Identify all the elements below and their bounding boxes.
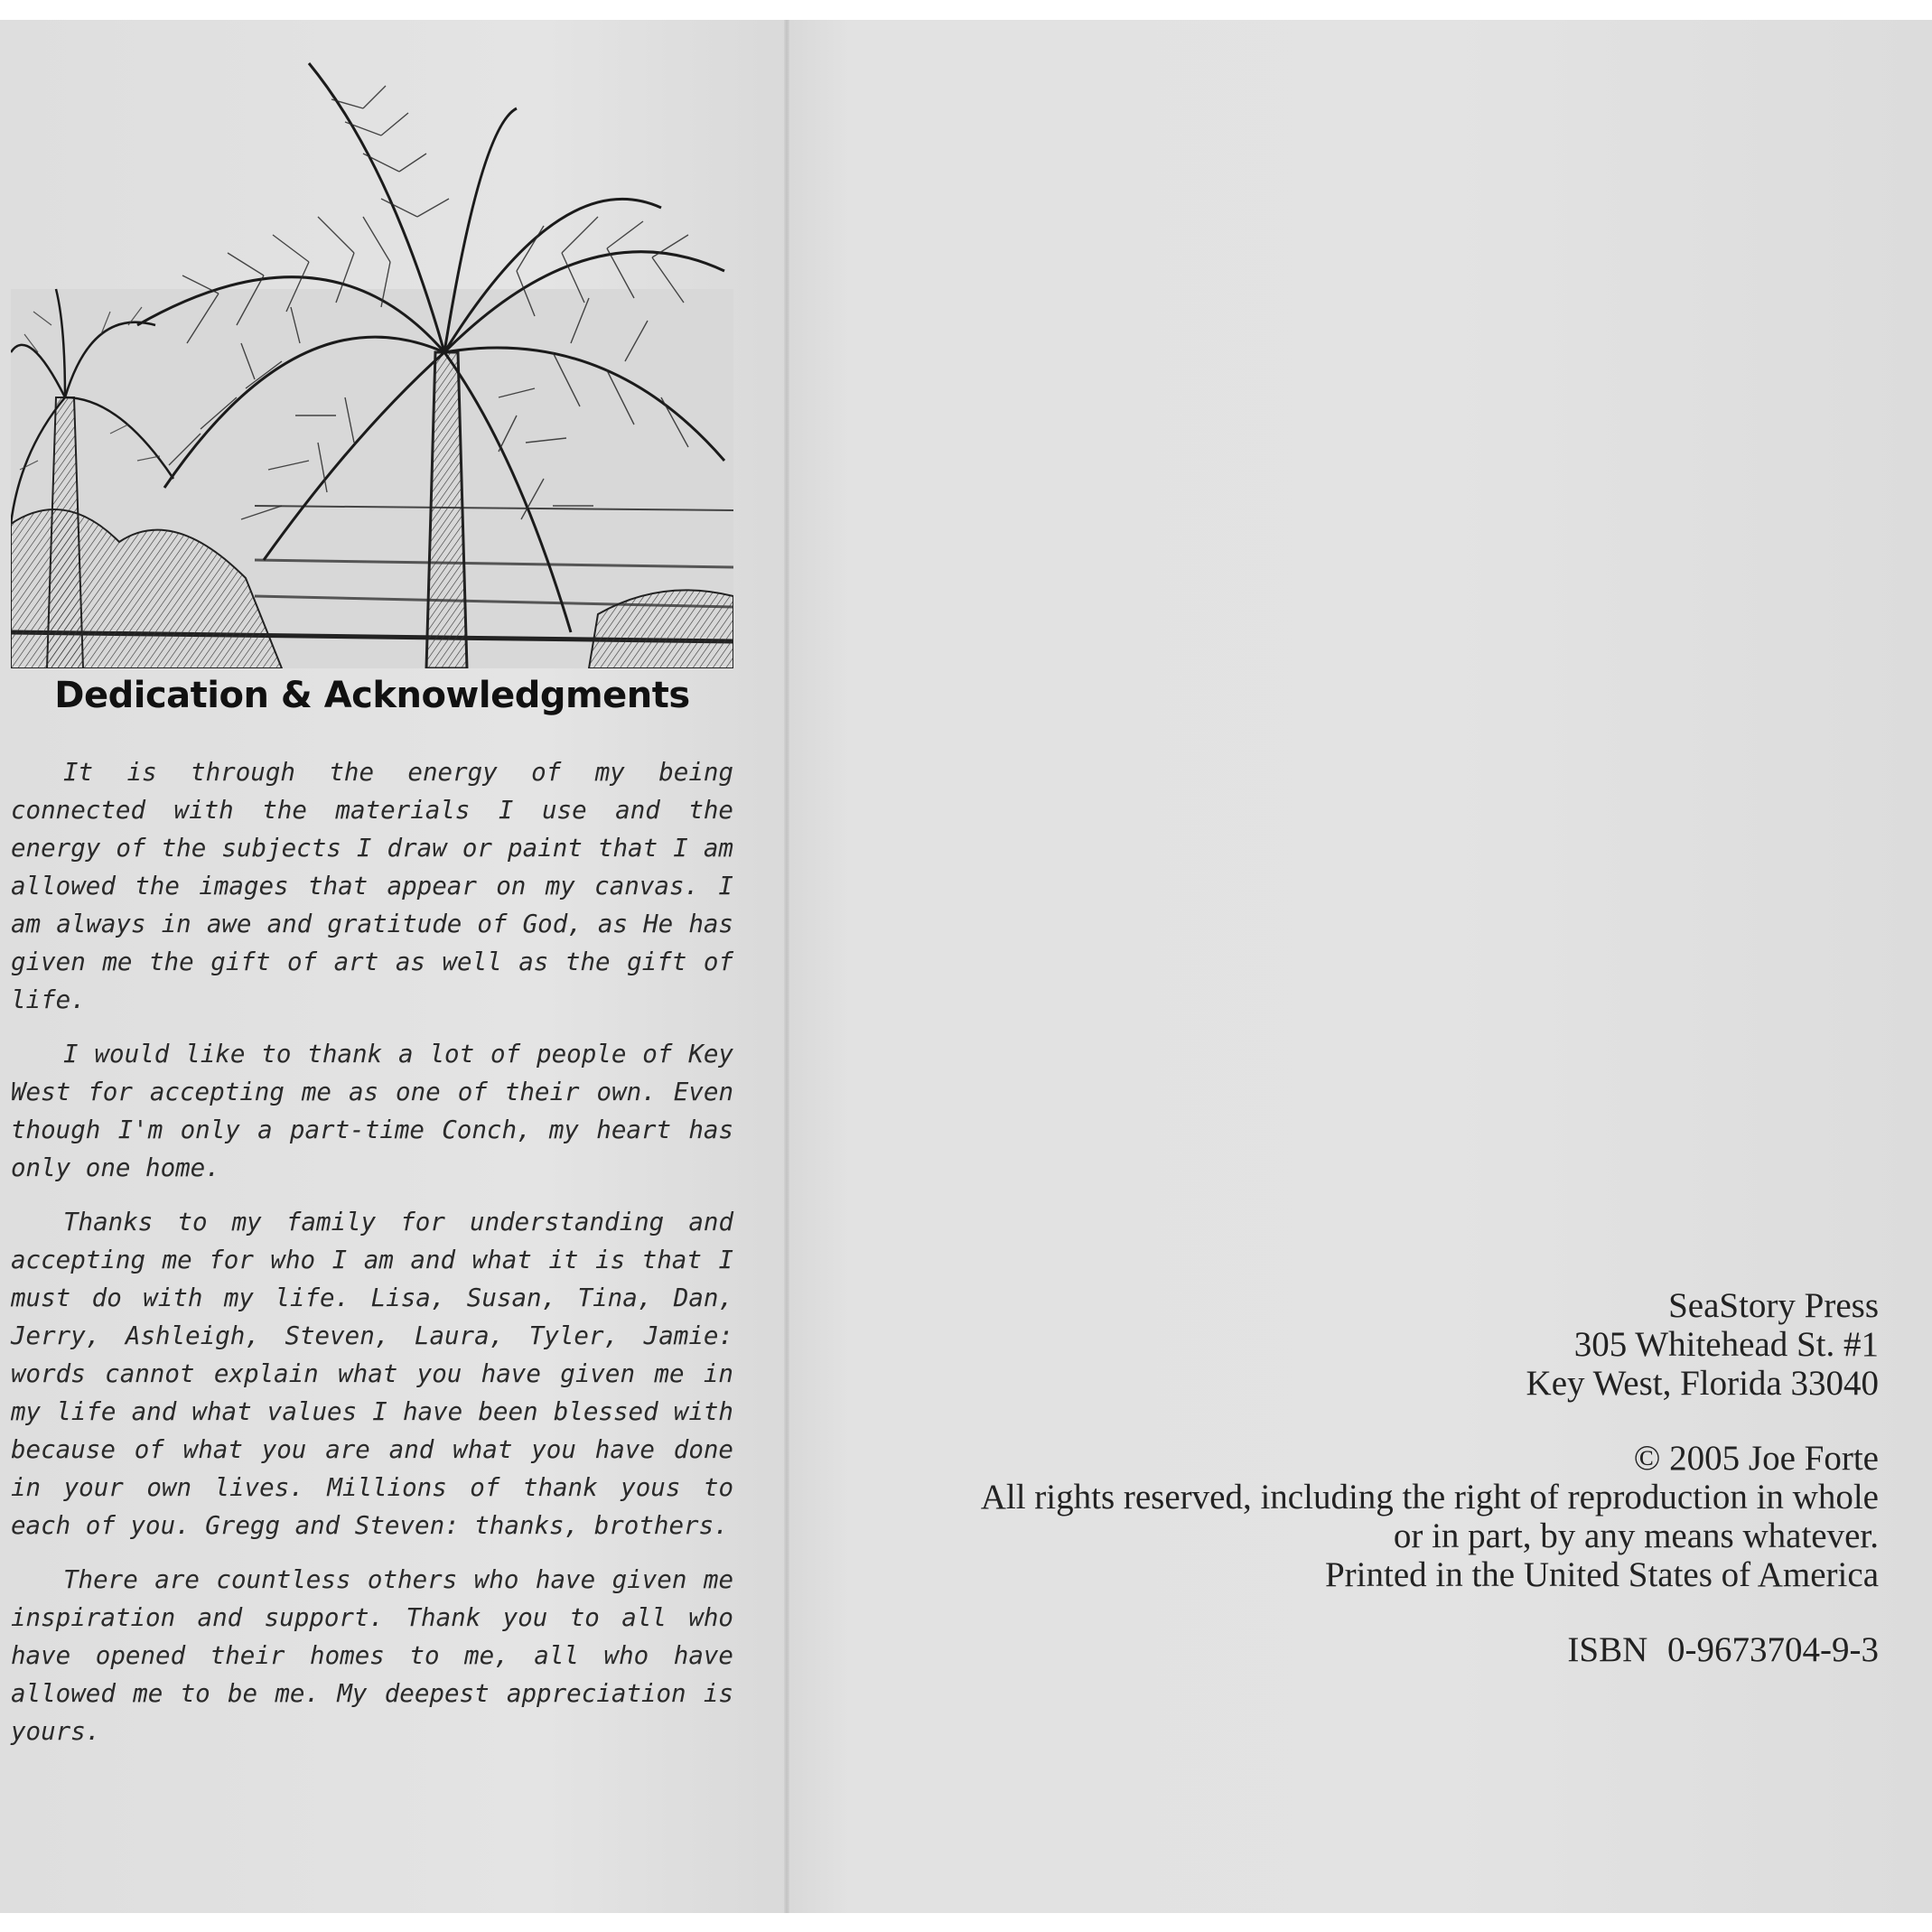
- book-gutter: [784, 20, 789, 1913]
- palm-tree-illustration: [11, 54, 733, 668]
- rights-line-1: All rights reserved, including the right of reproduction in whole: [980, 1478, 1879, 1517]
- spacer: [840, 1403, 1879, 1439]
- dedication-body: [11, 753, 733, 1767]
- right-page: [795, 20, 1879, 1913]
- book-spread: [0, 20, 1932, 1913]
- left-page: [0, 20, 784, 1913]
- printed-in-line: Printed in the United States of America: [1324, 1555, 1879, 1594]
- paragraph: It is through the energy of my being connected with the materials I use and the energy of the subjects I draw or paint that I am allowed the images that appear on my canvas. I am always in awe and gratitude of God, as He has given me the gift of art as well as the gift of life.: [11, 758, 733, 1014]
- palm-tree-drawing-icon: [11, 54, 733, 668]
- isbn-line: ISBN 0-9673704-9-3: [1567, 1630, 1879, 1669]
- paragraph: I would like to thank a lot of people of Key West for accepting me as one of their own. Even though I'm only a part-time Conch, my heart has only one home.: [11, 1040, 733, 1182]
- paragraph: Thanks to my family for understanding and accepting me for who I am and what it is that I must do with my life. Lisa, Susan, Tina, Dan, Jerry, Ashleigh, Steven, Laura, Tyler, Jamie: words cannot explain what you have given me in my life and what values I have been blessed with because of what you are and what you have done in your own lives. Millions of thank yous to each of you. Gregg and Steven: thanks, brothers.: [11, 1208, 733, 1540]
- spacer: [840, 1594, 1879, 1630]
- rights-line-2: or in part, by any means whatever.: [1393, 1517, 1879, 1555]
- copyright-line: © 2005 Joe Forte: [1633, 1439, 1879, 1478]
- page-title: Dedication & Acknowledgments: [54, 675, 690, 716]
- copyright-imprint: [840, 1286, 1879, 1669]
- publisher-street: 305 Whitehead St. #1: [1573, 1325, 1879, 1364]
- paragraph: There are countless others who have given me inspiration and support. Thank you to all who have opened their homes to me, all who have allowed me to be me. My deepest appreciation is yours.: [11, 1565, 733, 1746]
- publisher-name: SeaStory Press: [1668, 1286, 1879, 1325]
- publisher-city: Key West, Florida 33040: [1526, 1364, 1879, 1403]
